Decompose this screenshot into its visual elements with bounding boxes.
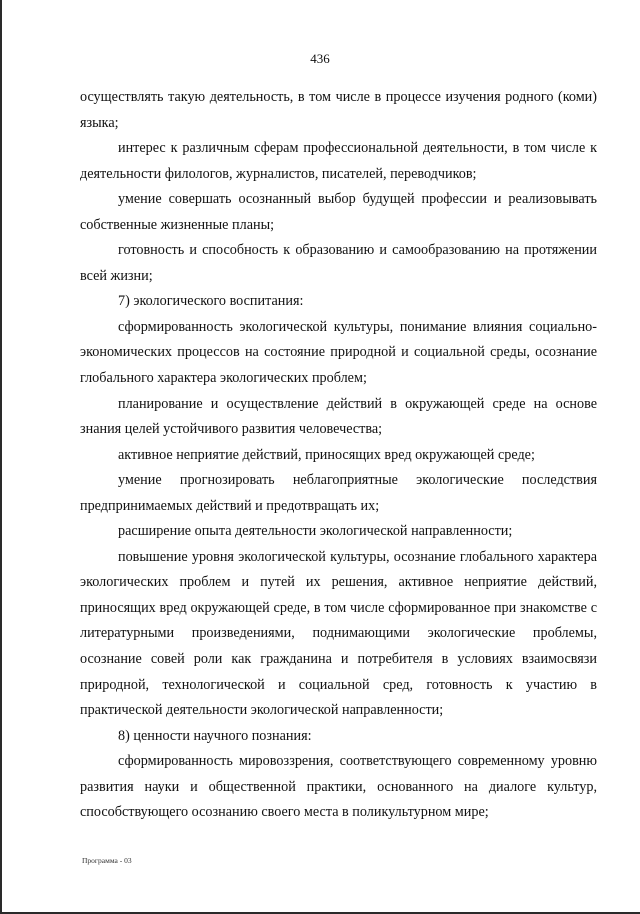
paragraph-8: умение прогнозировать неблагоприятные экологические последствия предпринимаемых действий и предотвращать их; xyxy=(80,472,597,514)
document-body xyxy=(80,85,597,826)
paragraph-10: повышение уровня экологической культуры, осознание глобального характера экологических проблем и путей их решения, активное неприятие действий, приносящих вред окружающей среде, в том числе сформированное при знакомстве с литературными произведениями, поднимающими экологические проблемы, осознание совей роли как гражданина и потребителя в условиях взаимосвязи природной, технологической и социальной сред, готовность к участию в практической деятельности экологической направленности; xyxy=(80,548,597,719)
page-number: 436 xyxy=(310,51,330,66)
paragraph-6: планирование и осуществление действий в окружающей среде на основе знания целей устойчивого развития человечества; xyxy=(80,395,597,438)
footer-code: Программа - 03 xyxy=(82,856,132,865)
paragraph-11: сформированность мировоззрения, соответствующего современному уровню развития науки и общественной практики, основанного на диалоге культур, способствующего осознанию своего места в поликультурном мире; xyxy=(80,753,597,821)
paragraph-5: сформированность экологической культуры, понимание влияния социально-экономических процессов на состояние природной и социальной среды, осознание глобального характера экологических проблем; xyxy=(80,318,597,387)
paragraph-1: осуществлять такую деятельность, в том числе в процессе изучения родного (коми) языка; xyxy=(80,89,597,131)
paragraph-7: активное неприятие действий, приносящих вред окружающей среде; xyxy=(118,446,535,463)
section-heading-7: 7) экологического воспитания: xyxy=(118,293,304,310)
section-heading-8: 8) ценности научного познания: xyxy=(118,727,312,744)
paragraph-9: расширение опыта деятельности экологической направленности; xyxy=(118,523,513,540)
paragraph-3: умение совершать осознанный выбор будущей профессии и реализовывать собственные жизненные планы; xyxy=(80,191,597,233)
paragraph-4: готовность и способность к образованию и самообразованию на протяжении всей жизни; xyxy=(80,242,597,284)
paragraph-2: интерес к различным сферам профессиональной деятельности, в том числе к деятельности филологов, журналистов, писателей, переводчиков; xyxy=(80,140,597,182)
scan-left-edge xyxy=(0,0,2,914)
